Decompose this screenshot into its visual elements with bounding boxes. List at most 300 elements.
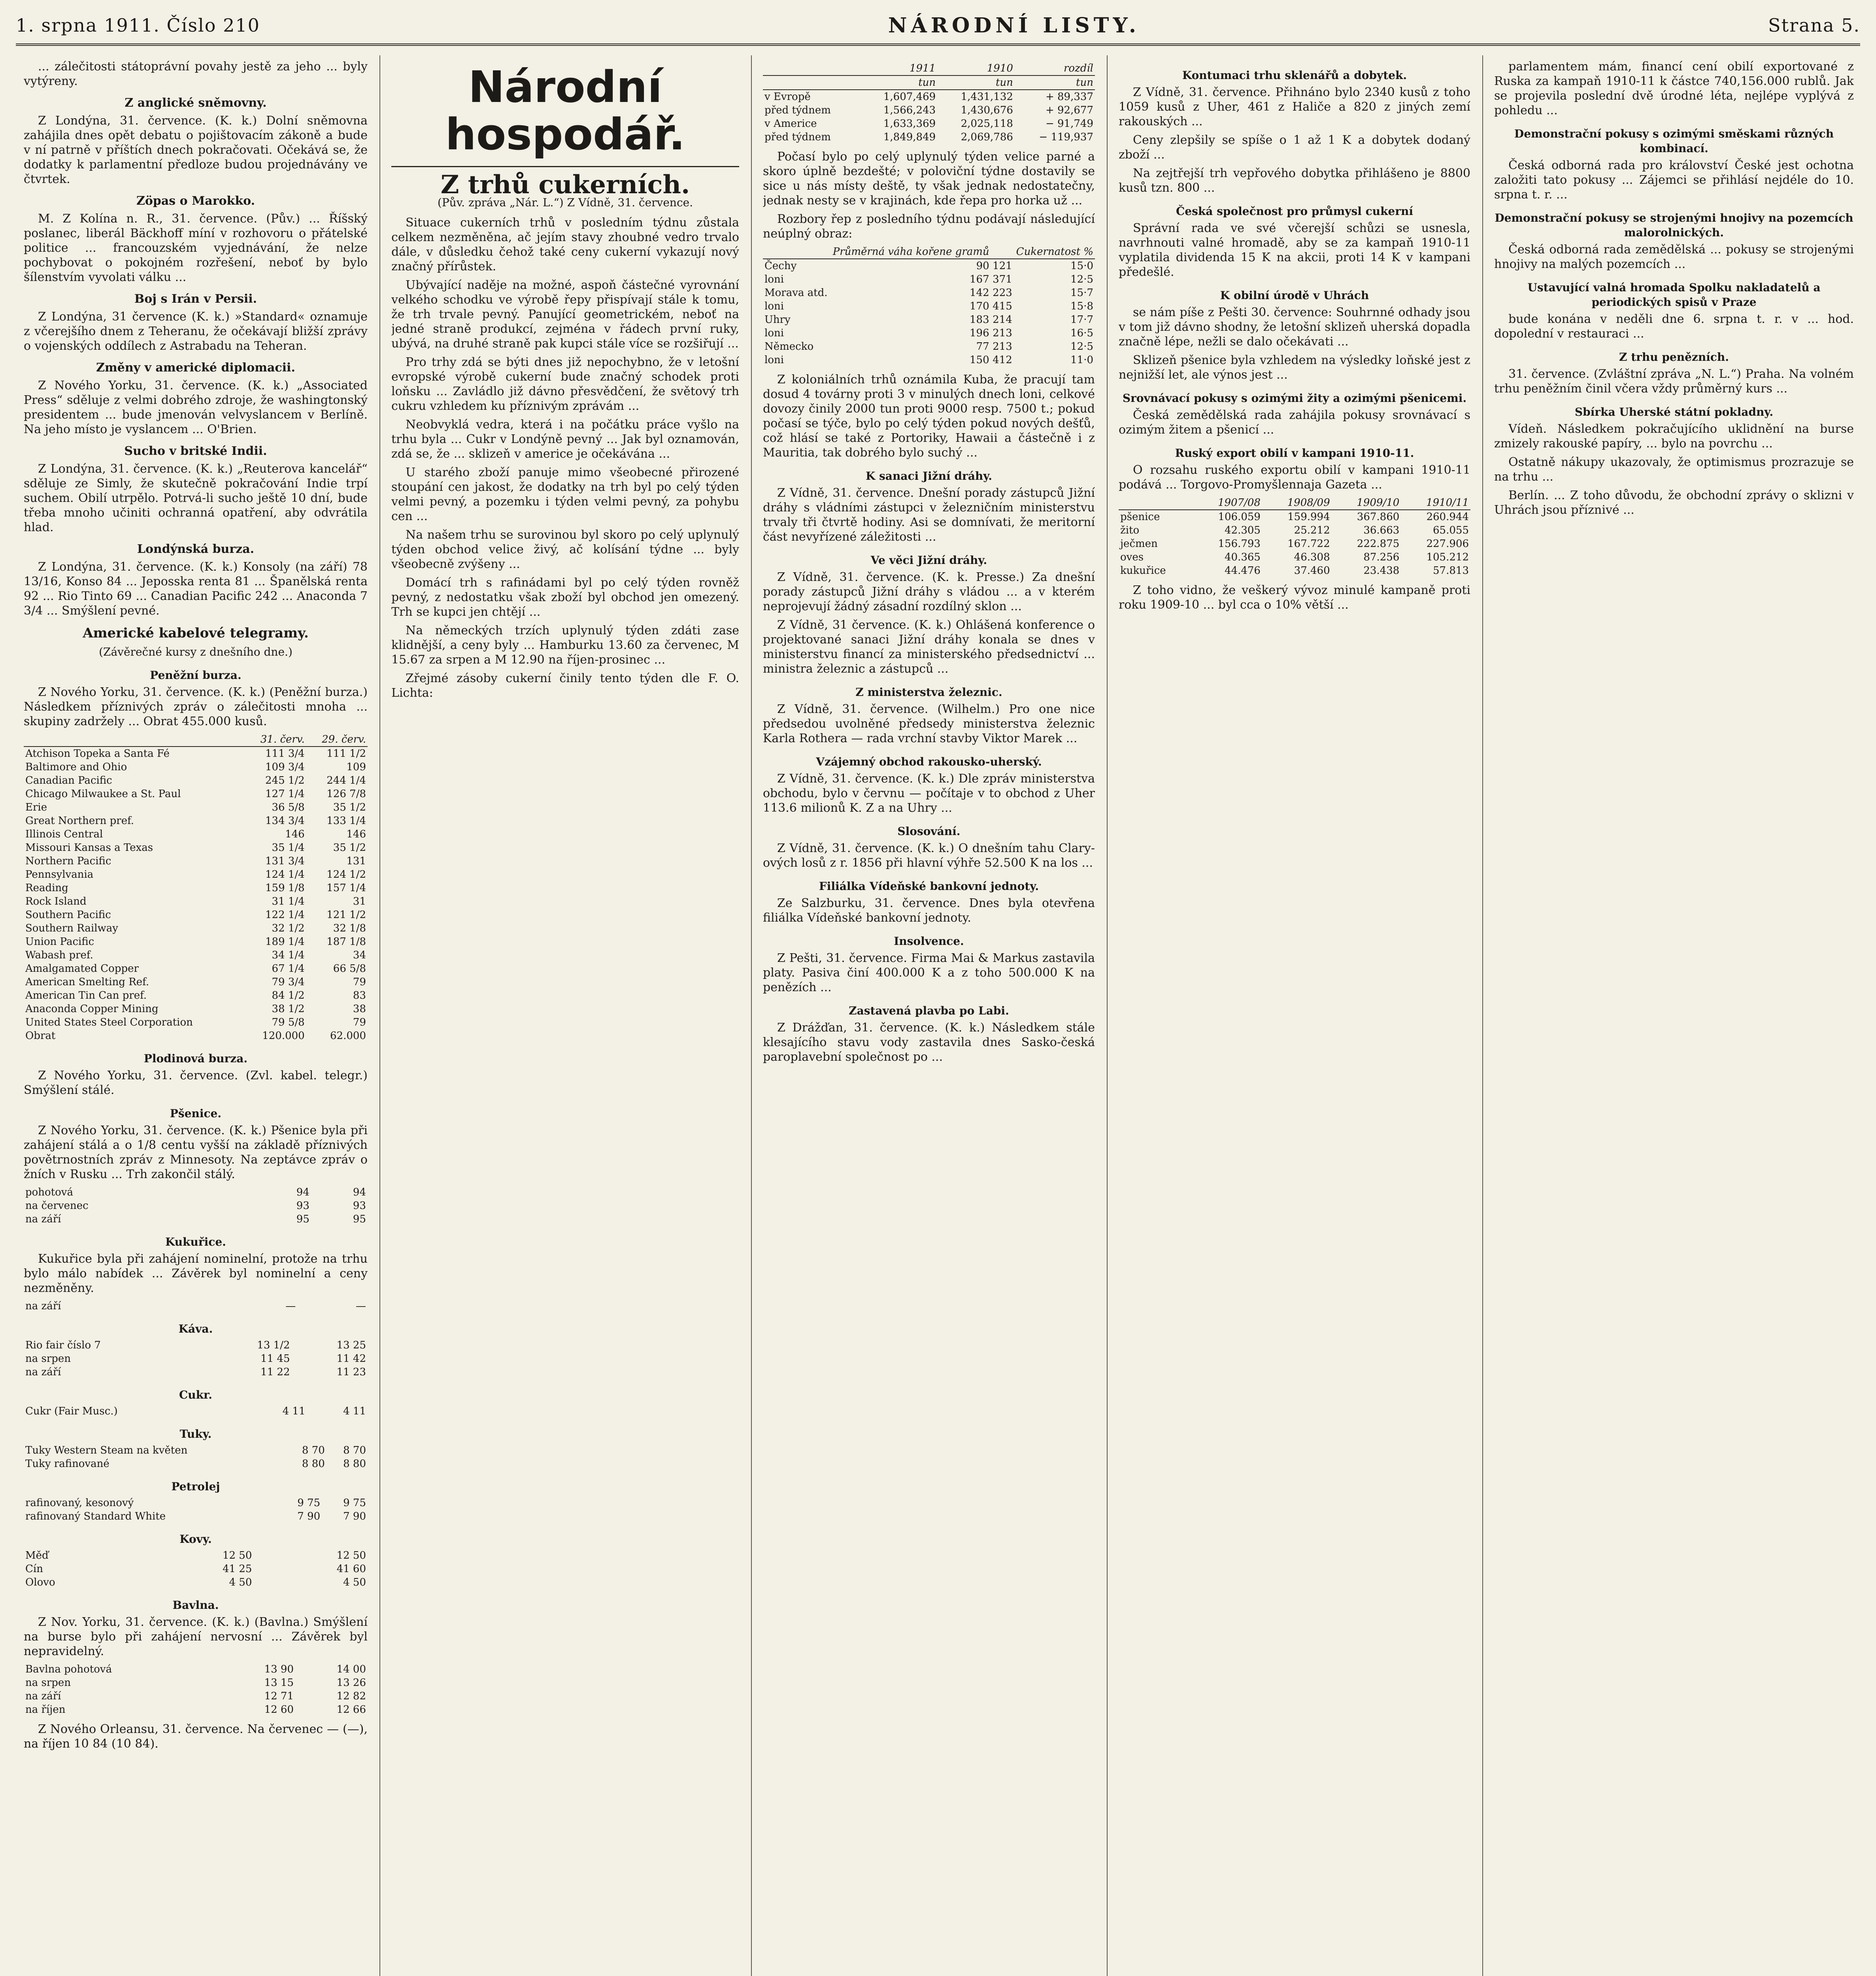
row-value: 66 5/8 [333, 963, 366, 975]
beet-row [763, 259, 1095, 273]
column-divider [751, 55, 752, 1976]
row-value: + 89,337 [1045, 91, 1093, 103]
row-value: 93 [296, 1200, 310, 1212]
article-text: Z Drážďan, 31. července. (K. k.) Následkem stále klesajícího stavu vody zastavila dnes Sasko-česká paroplavební společnost po ... [763, 1021, 1095, 1064]
article-text: Z Londýna, 31 července (K. k.) »Standard« oznamuje z včerejšího dnem z Teheranu, že očekávají bližší zprávy o vojenských oddílech z Astrabadu na Teheran. [24, 310, 368, 353]
article-text: Z Vídně, 31. července. Dnešní porady zástupců Jižní dráhy s vládními zástupci v železničním ministerstvu trvaly tři čtvrtě hodiny. Asi se domnívati, že meritorní část nevyřízené záležitosti ... [763, 486, 1095, 544]
row-value: 111 1/2 [327, 748, 366, 760]
row-label: Baltimore and Ohio [25, 761, 127, 773]
export-row [1119, 510, 1470, 524]
price-row [24, 1405, 368, 1418]
row-label: Missouri Kansas a Texas [25, 842, 153, 854]
article-byline: (Pův. zpráva „Nár. L.“) Z Vídně, 31. července. [437, 196, 693, 209]
row-value: 87.256 [1363, 551, 1400, 563]
article-text: U starého zboží panuje mimo všeobecné přirozené stoupání cen jakost, že dodatky na trh byl po celý týden velmi pevný, a pozemku i týden velmi pevný, za pohybu cen ... [391, 466, 739, 523]
row-value: 40.365 [1224, 551, 1261, 563]
row-label: na září [25, 1366, 61, 1378]
subsection-heading: Káva. [178, 1322, 213, 1335]
row-label: v Evropě [764, 91, 811, 103]
row-label: Cín [25, 1563, 43, 1575]
article-text: Česká zemědělská rada zahájila pokusy srovnávací s ozimým žitem a pšenicí ... [1119, 408, 1470, 437]
subsection-heading: Plodinová burza. [143, 1052, 248, 1065]
stock-row [24, 962, 368, 975]
article-text: Vídeň. Následkem pokračujícího uklidnění na burse zmizely rakouské papíry, ... bylo na povrchu ... [1494, 422, 1854, 451]
subsection-heading: Kukuřice. [165, 1235, 226, 1248]
price-row [24, 1676, 368, 1689]
article-heading: Ve věci Jižní dráhy. [870, 554, 987, 567]
stock-row [24, 828, 368, 841]
row-value: 142 [970, 287, 989, 299]
article-heading: K obilní úrodě v Uhrách [1220, 289, 1369, 302]
export-row [1119, 564, 1470, 577]
row-value: 4 50 [343, 1576, 366, 1588]
row-label: oves [1120, 551, 1144, 563]
row-label: Erie [25, 801, 47, 813]
masthead-title: NÁRODNÍ LISTY. [888, 13, 1140, 38]
row-value: 65.055 [1433, 524, 1469, 536]
row-label: Uhry [764, 314, 791, 326]
row-value: 223 [993, 287, 1012, 299]
row-label: na srpen [25, 1353, 71, 1365]
row-value: 1,431,132 [961, 91, 1013, 103]
export-table: 1907/08 1908/09 1909/10 1910/11 pšenice 106.059 159.994 367.860 260.944 žito 42.305 25.212 36.663 65.055 ječmen 156.793 167.722 222.875 227.906 oves 40.365 46.308 87.256 105.212 kukuřice 44.476 37.460 23.438 57.813 [1119, 496, 1470, 577]
stock-row [763, 90, 1095, 104]
article-heading: Demonstrační pokusy s ozimými směskami různých kombinací. [1514, 127, 1834, 155]
beet-row [763, 353, 1095, 367]
stock-row [24, 774, 368, 787]
row-value: 95 [353, 1213, 366, 1225]
row-value: 213 [993, 341, 1012, 353]
row-label: rafinovaný Standard White [25, 1510, 166, 1522]
row-value: 17·7 [1070, 314, 1093, 326]
row-value: 187 1/8 [327, 936, 366, 948]
subsection-heading: Pšenice. [170, 1107, 222, 1120]
article-text: Z Vídně, 31. července. (Wilhelm.) Pro one nice předsedou uvolněné předsedy ministerstva železnic Karla Rothera — rada vrchní stavby Viktor Marek ... [763, 702, 1095, 745]
article-text: Z Nového Orleansu, 31. července. Na červenec — (—), na říjen 10 84 (10 84). [24, 1722, 368, 1751]
row-label: loni [764, 327, 784, 339]
beet-row [763, 313, 1095, 326]
subsection-heading: Petrolej [171, 1480, 220, 1493]
stock-row [24, 1029, 368, 1043]
row-value: 8 80 [343, 1458, 366, 1470]
row-value: 94 [296, 1186, 310, 1198]
row-value: 134 3/4 [265, 815, 305, 827]
section-subheading: (Závěrečné kursy z dnešního dne.) [99, 645, 293, 658]
row-value: 12 60 [264, 1704, 294, 1716]
row-value: 15·7 [1070, 287, 1093, 299]
row-value: 38 1/2 [272, 1003, 305, 1015]
price-row [24, 1339, 368, 1352]
article-text: Kukuřice byla při zahájení nominelní, protože na trhu bylo málo nabídek ... Závěrek byl nominelní a ceny nezměněny. [24, 1252, 368, 1295]
article-heading: Londýnská burza. [137, 542, 255, 556]
article-text: Z Londýna, 31. července. (K. k.) „Reuterova kancelář“ sděluje ze Simly, že skutečně pokračování Indie trpí suchem. Obilí utrpělo. Potrvá-li sucho ještě 10 dní, bude třeba mnoho učiniti ochranná opatření, aby odvrátila hlad. [24, 462, 368, 534]
column-5 [1494, 59, 1854, 1976]
subsection-heading: Peněžní burza. [150, 669, 242, 682]
row-value: 32 1/2 [272, 922, 305, 934]
row-value: 121 [993, 260, 1012, 272]
page-number: Strana 5. [1768, 15, 1860, 36]
stock-quotes-table: 31. červ. 29. červ. Atchison Topeka a Santa Fé 111 3/4 111 1/2 Baltimore and Ohio 109 3/4 109 Canadian Pacific 245 1/2 244 1/4 Chicago Milwaukee a St. Paul 127 1/4 126 7/8 Erie 36 5/8 35 1/2 Great Northern pref. 134 3/4 133 1/4 Illinois Central 146 146 Missouri Kansas a Texas 35 1/4 35 1/2 Northern Pacific 131 3/4 131 Pennsylvania 124 1/4 124 1/2 Reading 159 1/8 157 1/4 Rock Island 31 1/4 31 Southern Pacific 122 1/4 121 1/2 Southern Railway 32 1/2 32 1/8 Union Pacific 189 1/4 187 1/8 Wabash pref. 34 1/4 34 Amalgamated Copper 67 1/4 66 5/8 American Smelting Ref. 79 3/4 79 American Tin Can pref. 84 1/2 83 Anaconda Copper Mining 38 1/2 38 United States Steel Corporation 79 5/8 79 Obrat 120.000 62.000 [24, 733, 368, 1043]
stock-row [24, 801, 368, 814]
row-value: 36.663 [1363, 524, 1400, 536]
row-label: Reading [25, 882, 68, 894]
article-text: Správní rada ve své včerejší schůzi se usnesla, navrhnouti valné hromadě, aby se za kampaň 1910-11 vyplatila dividenda 15 K na akcii, proti 14 K v kampani předešlé. [1119, 221, 1470, 279]
row-value: + 92,677 [1045, 104, 1093, 116]
price-row [24, 1457, 368, 1471]
row-value: 12 71 [264, 1690, 294, 1702]
article-text: Z Vídně, 31. července. Přihnáno bylo 2340 kusů z toho 1059 kusů z Uher, 461 z Haliče a 820 z jiných zemí rakouských ... [1119, 85, 1470, 128]
row-label: Tuky rafinované [25, 1458, 109, 1470]
row-value: 183 [970, 314, 989, 326]
row-value: 8 70 [343, 1444, 366, 1456]
row-value: 12 50 [222, 1550, 252, 1561]
row-label: na říjen [25, 1704, 66, 1716]
article-text: Na německých trzích uplynulý týden zdáti zase klidnější, a ceny byly ... Hamburku 13.60 za červenec, M 15.67 za srpen a M 12.90 na říjen-prosinec ... [391, 624, 739, 667]
article-text: Rozbory řep z posledního týdnu podávají následující neúplný obraz: [763, 212, 1095, 241]
row-value: 35 1/2 [333, 842, 366, 854]
row-value: 105.212 [1426, 551, 1469, 563]
row-value: 95 [296, 1213, 310, 1225]
stock-row [24, 760, 368, 774]
article-text: Počasí bylo po celý uplynulý týden velice parné a skoro úplně bezdešté; v poloviční týdne dostavily se sice u nás místy deště, ty však jednak nedostatečny, jednak nesty se v krajinách, kde řepa pro horka už ... [763, 150, 1095, 207]
row-value: 371 [993, 273, 1012, 285]
row-value: 13 25 [336, 1339, 366, 1351]
article-text: se nám píše z Pešti 30. července: Souhrnné odhady jsou v tom již dávno shodny, že letošní sklizeň uherská dopadla značně lépe, nežli se dalo očekávati ... [1119, 305, 1470, 349]
stock-row [24, 1016, 368, 1029]
article-heading: Sucho v britské Indii. [124, 444, 267, 458]
row-value: 16·5 [1070, 327, 1093, 339]
row-value: 412 [993, 354, 1012, 366]
article-title: Z trhů cukerních. [440, 170, 690, 200]
article-text: Z Vídně, 31. července. (K. k.) Dle zpráv ministerstva obchodu, bylo v červnu — počítaje v to obchod z Uher 113.6 milionů K. Z a na Uhry ... [763, 772, 1095, 815]
row-value: 31 [353, 896, 366, 907]
article-heading: Z trhu penězních. [1619, 351, 1729, 364]
article-text: Z Nového Yorku, 31. července. (K. k.) (Peněžní burza.) Následkem příznivých zpráv o zálečitosti mnoha ... skupiny zadržely ... Obrat 455.000 kusů. [24, 685, 368, 728]
row-value: 15·0 [1070, 260, 1093, 272]
price-row [24, 1703, 368, 1716]
article-text: Na zejtřejší trh vepřového dobytka přihlášeno je 8800 kusů tzn. 800 ... [1119, 166, 1470, 195]
price-row [24, 1352, 368, 1365]
article-text: Neobvyklá vedra, která i na počátku práce vyšlo na trhu byla ... Cukr v Londýně pevný ... Jak byl oznamován, zdá se, že ... sklizeň v americe je očekávána ... [391, 418, 739, 461]
row-value: 1,566,243 [883, 104, 936, 116]
row-label: Canadian Pacific [25, 775, 112, 786]
row-value: 9 75 [297, 1497, 321, 1509]
column-2 [391, 59, 739, 1976]
stock-row [24, 747, 368, 760]
article-text: O rozsahu ruského exportu obilí v kampani 1910-11 podává ... Torgovo-Promyšlennaja Gazeta ... [1119, 463, 1470, 492]
row-value: 79 [353, 976, 366, 988]
price-row [24, 1663, 368, 1676]
row-value: 11 45 [260, 1353, 290, 1365]
row-value: 124 1/2 [327, 869, 366, 881]
row-label: Tuky Western Steam na květen [25, 1444, 188, 1456]
row-label: Cukr (Fair Musc.) [25, 1405, 118, 1417]
row-value: 1,607,469 [883, 91, 936, 103]
article-heading: Kontumaci trhu sklenářů a dobytek. [1182, 69, 1407, 82]
article-text: Z koloniálních trhů oznámila Kuba, že pracují tam dosud 4 továrny proti 3 v minulých dnech loni, celkové dovozy činily 2000 tun proti 9000 resp. 7500 t.; pokud počasí se týče, bylo po celý týden pokud nových dešťů, což hlásí se také z Portoriky, Hawaii a částečně i z Mauritia, tak dobrého bylo suchý ... [763, 373, 1095, 460]
row-value: 167 [970, 273, 989, 285]
stock-row [24, 787, 368, 801]
stock-row [24, 948, 368, 962]
row-value: 109 [346, 761, 366, 773]
row-label: pšenice [1120, 511, 1160, 523]
row-value: 2,069,786 [961, 131, 1013, 143]
article-text: Z Vídně, 31. července. (K. k.) O dnešním tahu Clary-ových losů z r. 1856 při hlavní výhře 52.500 K na los ... [763, 841, 1095, 870]
row-label: Obrat [25, 1030, 56, 1042]
stock-row [24, 854, 368, 868]
article-heading: Z anglické sněmovny. [125, 96, 267, 110]
stock-row [763, 104, 1095, 117]
row-value: 93 [353, 1200, 366, 1212]
row-value: 37.460 [1294, 565, 1330, 577]
section-heading: Americké kabelové telegramy. [83, 625, 309, 641]
row-label: American Tin Can pref. [25, 990, 147, 1001]
article-text: M. Z Kolína n. R., 31. července. (Pův.) ... Říšský poslanec, liberál Bäckhoff míní v rozhovoru o přátelské politice ... francouzském vyjednávání, že nelze pochybovat o pokojném rozřešení, neboť by bylo šílenstvím vyvolati válku ... [24, 212, 368, 284]
row-label: Bavlna pohotová [25, 1663, 112, 1675]
row-value: 4 50 [229, 1576, 252, 1588]
row-value: 127 1/4 [265, 788, 305, 800]
row-value: 13 90 [264, 1663, 294, 1675]
row-value: 1,849,849 [883, 131, 936, 143]
petrol-table [24, 1496, 368, 1523]
row-value: 4 11 [343, 1405, 366, 1417]
stock-row [24, 1002, 368, 1016]
row-value: 23.438 [1363, 565, 1400, 577]
article-heading: Filiálka Vídeňské bankovní jednoty. [819, 880, 1039, 893]
row-label: Amalgamated Copper [25, 963, 139, 975]
row-value: 8 80 [302, 1458, 325, 1470]
sugar-stocks-table: 1911 1910 rozdíl tun tun tun v Evropě 1,607,469 1,431,132 + 89,337 před týdnem 1,566,243 1,430,676 + 92,677 v Americe 1,633,369 2,025,118 − 91,749 před týdnem 1,849,849 2,069,786 − 119,937 [763, 62, 1095, 144]
export-row [1119, 524, 1470, 537]
beet-row [763, 340, 1095, 353]
row-value: 94 [353, 1186, 366, 1198]
row-value: 1,430,676 [961, 104, 1013, 116]
row-value: 83 [353, 990, 366, 1001]
row-value: 79 3/4 [272, 976, 305, 988]
row-value: 11 22 [260, 1366, 290, 1378]
row-value: 131 3/4 [265, 855, 305, 867]
row-label: Měď [25, 1550, 49, 1561]
row-label: Pennsylvania [25, 869, 94, 881]
stock-row [763, 117, 1095, 130]
article-text: Z Vídně, 31 července. (K. k.) Ohlášená konference o projektované sanaci Jižní dráhy konala se dnes v ministerstvu financí za ministerského předsednictví ... ministra železnic a zástupců ... [763, 618, 1095, 676]
row-value: 35 1/2 [333, 801, 366, 813]
row-label: na září [25, 1690, 61, 1702]
export-row [1119, 537, 1470, 551]
row-value: 146 [346, 828, 366, 840]
column-divider [1482, 55, 1483, 1976]
row-value: 131 [346, 855, 366, 867]
row-value: 170 [970, 300, 989, 312]
row-value: 34 [353, 949, 366, 961]
row-value: 13 26 [336, 1677, 366, 1689]
row-value: 35 1/4 [272, 842, 305, 854]
row-label: na září [25, 1300, 61, 1312]
article-text: Ceny zlepšily se spíše o 1 až 1 K a dobytek dodaný zboží ... [1119, 133, 1470, 162]
row-value: 57.813 [1433, 565, 1469, 577]
article-text: ... zálečitosti státoprávní povahy jestě za jeho ... byly vytýreny. [24, 60, 368, 88]
row-value: 167.722 [1287, 538, 1330, 550]
article-text: Berlín. ... Z toho důvodu, že obchodní zprávy o sklizni v Uhrách jsou příznivé ... [1494, 488, 1854, 517]
row-value: 84 1/2 [272, 990, 305, 1001]
article-heading: Vzájemný obchod rakousko-uherský. [816, 755, 1042, 768]
article-heading: K sanaci Jižní dráhy. [865, 469, 993, 483]
subsection-heading: Tuky. [179, 1427, 212, 1441]
stock-row [24, 922, 368, 935]
row-value: 11 42 [336, 1353, 366, 1365]
row-label: loni [764, 354, 784, 366]
stock-row [24, 975, 368, 989]
row-value: 12·5 [1070, 273, 1093, 285]
price-row [24, 1199, 368, 1212]
row-value: 367.860 [1357, 511, 1400, 523]
row-value: 227.906 [1426, 538, 1469, 550]
row-value: 222.875 [1357, 538, 1400, 550]
row-value: − 119,937 [1039, 131, 1093, 143]
price-row [24, 1186, 368, 1199]
row-value: 120.000 [262, 1030, 305, 1042]
article-text: Z toho vidno, že veškerý vývoz minulé kampaně proti roku 1909-10 ... byl cca o 10% větší ... [1119, 583, 1470, 612]
row-label: pohotová [25, 1186, 73, 1198]
row-value: 14 00 [336, 1663, 366, 1675]
row-value: 245 1/2 [265, 775, 305, 786]
row-value: 159.994 [1287, 511, 1330, 523]
row-label: Rock Island [25, 896, 87, 907]
row-label: Chicago Milwaukee a St. Paul [25, 788, 181, 800]
row-value: 67 1/4 [272, 963, 305, 975]
row-value: 213 [993, 327, 1012, 339]
row-label: Great Northern pref. [25, 815, 134, 827]
stock-row [24, 841, 368, 854]
row-label: na září [25, 1213, 61, 1225]
article-text: Ostatně nákupy ukazovaly, že optimismus prozrazuje se na trhu ... [1494, 455, 1854, 484]
stock-row [763, 130, 1095, 144]
article-text: 31. července. (Zvláštní zpráva „N. L.“) Praha. Na volném trhu peněžním činil včera vždy průměrný kurs ... [1494, 367, 1854, 396]
article-text: Ze Salzburku, 31. července. Dnes byla otevřena filiálka Vídeňské bankovní jednoty. [763, 896, 1095, 925]
article-text: Pro trhy zdá se býti dnes již nepochybno, že v letošní evropské výrobě cukerní bude značný schodek proti loňsku ... Zavládlo již dávno přesvědčení, že světový trh cukru vzhledem ku příznivým zprávám ... [391, 355, 739, 413]
row-value: 150 [970, 354, 989, 366]
article-heading: Zastavená plavba po Labi. [849, 1004, 1009, 1017]
row-label: Union Pacific [25, 936, 94, 948]
row-value: 1,633,369 [883, 118, 936, 130]
article-text: Z Pešti, 31. července. Firma Mai & Markus zastavila platy. Pasiva činí 400.000 K a z toho 500.000 K na penězích ... [763, 951, 1095, 994]
article-heading: Slosování. [897, 825, 961, 838]
row-value: 46.308 [1294, 551, 1330, 563]
stock-row [24, 868, 368, 881]
sugar-price-table [24, 1405, 368, 1418]
column-divider [379, 55, 380, 1976]
row-value: 77 [976, 341, 989, 353]
article-text: Domácí trh s rafinádami byl po celý týden rovněž pevný, z nedostatku však zboží byl obchod jen omezený. Trh se kupci jen chtějí ... [391, 576, 739, 619]
price-row [24, 1444, 368, 1457]
article-text: Z Londýna, 31. července. (K. k.) Dolní sněmovna zahájila dnes opět debatu o pojištovacím zákoně a bude v ní patrně v příštích dnech pokračovati. Očekává se, že dodatky k parlamentní předloze budou projednávány ve čtvrtek. [24, 114, 368, 186]
price-row [24, 1496, 368, 1510]
row-label: před týdnem [764, 104, 831, 116]
row-label: v Americe [764, 118, 817, 130]
article-text: Z Vídně, 31. července. (K. k. Presse.) Za dnešní porady zástupců Jižní dráhy s vládou ... a v kterém neprojevují žádný zásadní rozdílný sklon ... [763, 570, 1095, 613]
row-value: — [356, 1300, 366, 1312]
row-value: 156.793 [1218, 538, 1261, 550]
article-heading: Ruský export obilí v kampani 1910-11. [1175, 447, 1414, 460]
price-row [24, 1510, 368, 1523]
row-value: 4 11 [282, 1405, 306, 1417]
price-row [24, 1576, 368, 1589]
row-label: Německo [764, 341, 814, 353]
beet-row [763, 286, 1095, 300]
price-row [24, 1549, 368, 1562]
row-label: United States Steel Corporation [25, 1016, 193, 1028]
row-label: Illinois Central [25, 828, 103, 840]
row-value: 122 1/4 [265, 909, 305, 921]
row-value: 111 3/4 [265, 748, 305, 760]
row-value: 11 23 [336, 1366, 366, 1378]
article-text: Z Nov. Yorku, 31. července. (K. k.) (Bavlna.) Smýšlení na burse bylo při zahájení nervosní ... Závěrek byl nepravidelný. [24, 1615, 368, 1658]
row-value: 25.212 [1294, 524, 1330, 536]
row-value: 146 [285, 828, 305, 840]
article-heading: Srovnávací pokusy s ozimými žity a ozimými pšenicemi. [1122, 392, 1467, 405]
row-label: Wabash pref. [25, 949, 93, 961]
row-value: 260.944 [1426, 511, 1469, 523]
corn-table [24, 1299, 368, 1313]
row-value: − 91,749 [1045, 118, 1093, 130]
row-value: 12·5 [1070, 341, 1093, 353]
article-text: Z Nového Yorku, 31. července. (K. k.) Pšenice byla při zahájení stálá a o 1/8 centu vyšší na základě příznivých povětrnostních zpráv z Minnesoty. Na zeptávce zpráv o žních v Rusku ... Trh zakončil stálý. [24, 1124, 368, 1181]
row-label: Northern Pacific [25, 855, 111, 867]
row-label: rafinovaný, kesonový [25, 1497, 134, 1509]
article-heading: Z ministerstva železnic. [855, 686, 1002, 699]
column-1 [24, 59, 368, 1976]
row-value: 13 1/2 [257, 1339, 290, 1351]
row-label: loni [764, 273, 784, 285]
row-label: Rio fair číslo 7 [25, 1339, 101, 1351]
stock-row [24, 881, 368, 895]
row-label: Southern Pacific [25, 909, 111, 921]
row-value: 13 15 [264, 1677, 294, 1689]
article-heading: Sbírka Uherské státní pokladny. [1574, 405, 1774, 419]
row-value: 79 [353, 1016, 366, 1028]
article-text: bude konána v neděli dne 6. srpna t. r. v ... hod. dopolední v restauraci ... [1494, 312, 1854, 341]
row-label: Čechy [764, 260, 797, 272]
row-value: — [285, 1300, 296, 1312]
row-value: 12 82 [336, 1690, 366, 1702]
price-row [24, 1365, 368, 1379]
stock-row [24, 989, 368, 1002]
beet-row [763, 326, 1095, 340]
row-label: kukuřice [1120, 565, 1166, 577]
stock-row [24, 895, 368, 908]
stock-row [24, 814, 368, 828]
row-label: před týdnem [764, 131, 831, 143]
cotton-table [24, 1663, 368, 1716]
row-label: Southern Railway [25, 922, 118, 934]
row-label: Anaconda Copper Mining [25, 1003, 159, 1015]
subsection-heading: Kovy. [179, 1533, 212, 1546]
row-value: 126 7/8 [327, 788, 366, 800]
stock-row [24, 935, 368, 948]
fats-table [24, 1444, 368, 1471]
row-label: Atchison Topeka a Santa Fé [25, 748, 170, 760]
row-value: 34 1/4 [272, 949, 305, 961]
article-heading: Česká společnost pro průmysl cukerní [1176, 205, 1413, 218]
beet-row [763, 300, 1095, 313]
price-row [24, 1212, 368, 1226]
row-value: 62.000 [330, 1030, 366, 1042]
article-heading: Změny v americké diplomacii. [96, 361, 295, 375]
row-value: 41 60 [336, 1563, 366, 1575]
row-value: 214 [993, 314, 1012, 326]
row-value: 157 1/4 [327, 882, 366, 894]
row-value: 415 [993, 300, 1012, 312]
